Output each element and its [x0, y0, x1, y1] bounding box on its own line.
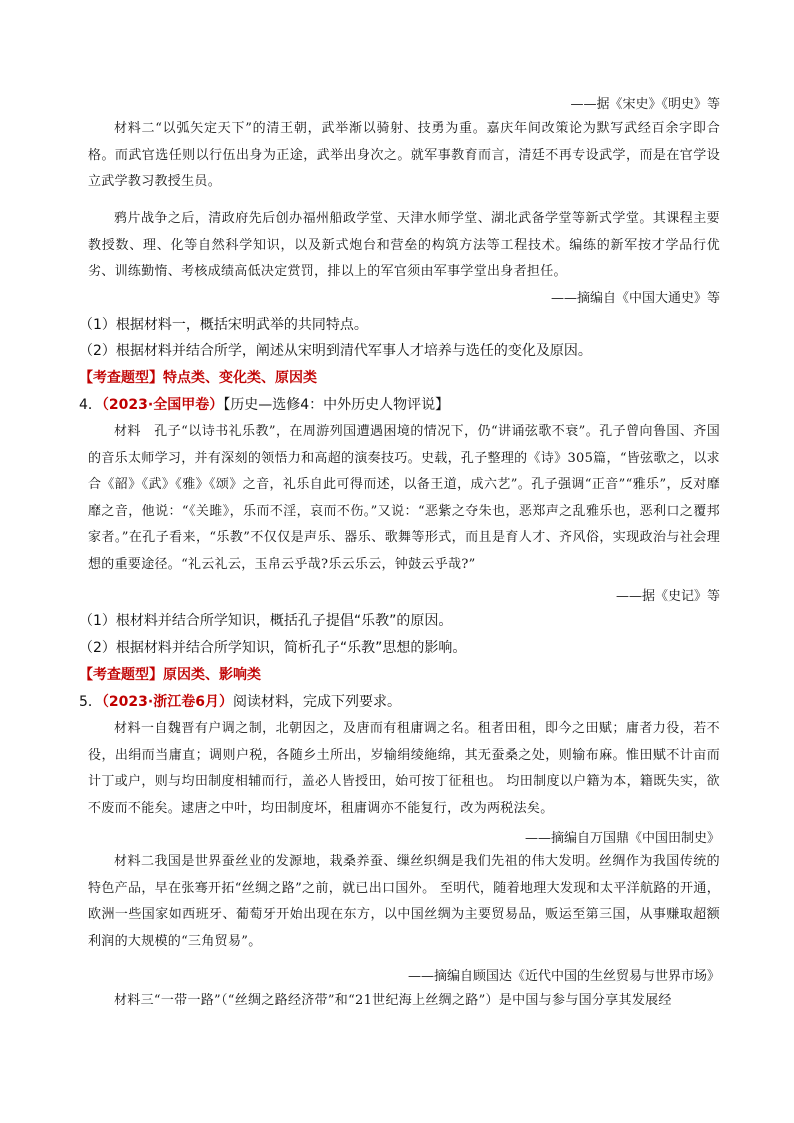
exam-source: （2023·浙江卷6月） — [101, 694, 233, 710]
source-citation: ——据《史记》等 — [615, 589, 720, 604]
question-number: 4． — [79, 397, 102, 413]
source-citation: ——摘编自顾国达《近代中国的生丝贸易与世界市场》 — [407, 969, 720, 984]
question-topic: 【历史—选修4：中外历史人物评说】 — [223, 397, 450, 413]
question-type-tag: 【考查题型】原因类、影响类 — [79, 667, 261, 683]
source-citation: ——摘编自《中国大通史》等 — [550, 291, 720, 306]
source-citation: ——摘编自万国鼎《中国田制史》 — [524, 831, 720, 846]
exam-source: （2023·全国甲卷） — [101, 397, 224, 413]
material-paragraph: 材料三“一带一路”（“丝绸之路经济带”和“21世纪海上丝绸之路”）是中国与参与国分享其发展经 — [114, 993, 672, 1008]
question-2: （2）根据材料并结合所学知识，简析孔子“乐教”思想的影响。 — [79, 640, 467, 656]
question-instruction: 阅读材料，完成下列要求。 — [232, 694, 401, 710]
question-heading — [79, 691, 401, 711]
question-heading — [79, 394, 449, 414]
source-citation: ——据《宋史》《明史》等 — [570, 97, 720, 112]
question-2: （2）根据材料并结合所学，阐述从宋明到清代军事人才培养与选任的变化及原因。 — [79, 343, 592, 359]
material-paragraph: 材料二我国是世界蚕丝业的发源地，栽桑养蚕、缫丝织绸是我们先祖的伟大发明。丝绸作为我国传统的特色产品，早在张骞开拓“丝绸之路”之前，就已出口国外。 至明代，随着地理大发现和太平洋航路的开通，欧洲一些国家如西班牙、葡萄牙开始出现在东方，以中国丝绸为主要贸易品，贩运至第三国，从事赚取超额利润的大规模的“三角贸易”。 — [88, 854, 720, 949]
question-number: 5． — [79, 694, 102, 710]
material-paragraph: 材料二“以弧矢定天下”的清王朝，武举渐以骑射、技勇为重。嘉庆年间改策论为默写武经百余字即合格。而武官选任则以行伍出身为正途，武举出身次之。就军事教育而言，清廷不再专设武学，而是在官学设立武学教习教授生员。 — [88, 121, 720, 189]
question-1: （1）根据材料一，概括宋明武举的共同特点。 — [79, 317, 368, 333]
question-type-tag: 【考查题型】特点类、变化类、原因类 — [79, 370, 317, 386]
material-paragraph: 材料一自魏晋有户调之制，北朝因之，及唐而有租庸调之名。租者田租，即今之田赋；庸者力役，若不役，出绢而当庸直；调则户税，各随乡土所出，岁输绢绫絁绵，其无蚕桑之处，则输布麻。惟田赋不计亩而计丁或户，则与均田制度相辅而行，盖必人皆授田，始可按丁征租也。 均田制度以户籍为本，籍既失实，欲不废而不能矣。逮唐之中叶，均田制度坏，租庸调亦不能复行，改为两税法矣。 — [88, 721, 720, 816]
material-paragraph: 材料 孔子“以诗书礼乐教”，在周游列国遭遇困境的情况下，仍“讲诵弦歌不衰”。孔子曾向鲁国、齐国的音乐太师学习，并有深刻的领悟力和高超的演奏技巧。史载，孔子整理的《诗》305篇，“皆弦歌之，以求合《韶》《武》《雅》《颂》之音，礼乐自此可得而述，以备王道，成六艺”。孔子强调“正音”“雅乐”，反对靡靡之音，他说：“《关雎》，乐而不淫，哀而不伤。”又说：“恶紫之夺朱也，恶郑声之乱雅乐也，恶利口之覆邦家者。”在孔子看来，“乐教”不仅仅是声乐、器乐、歌舞等形式，而且是育人才、齐风俗，实现政治与社会理想的重要途径。“礼云礼云，玉帛云乎哉?乐云乐云，钟鼓云乎哉?” — [88, 424, 720, 572]
question-1: （1）根材料并结合所学知识，概括孔子提倡“乐教”的原因。 — [79, 613, 453, 629]
material-paragraph: 鸦片战争之后，清政府先后创办福州船政学堂、天津水师学堂、湖北武备学堂等新式学堂。其课程主要教授数、理、化等自然科学知识，以及新式炮台和营垒的构筑方法等工程技术。编练的新军按才学品行优劣、训练勤惰、考核成绩高低决定赏罚，排以上的军官须由军事学堂出身者担任。 — [88, 211, 720, 279]
